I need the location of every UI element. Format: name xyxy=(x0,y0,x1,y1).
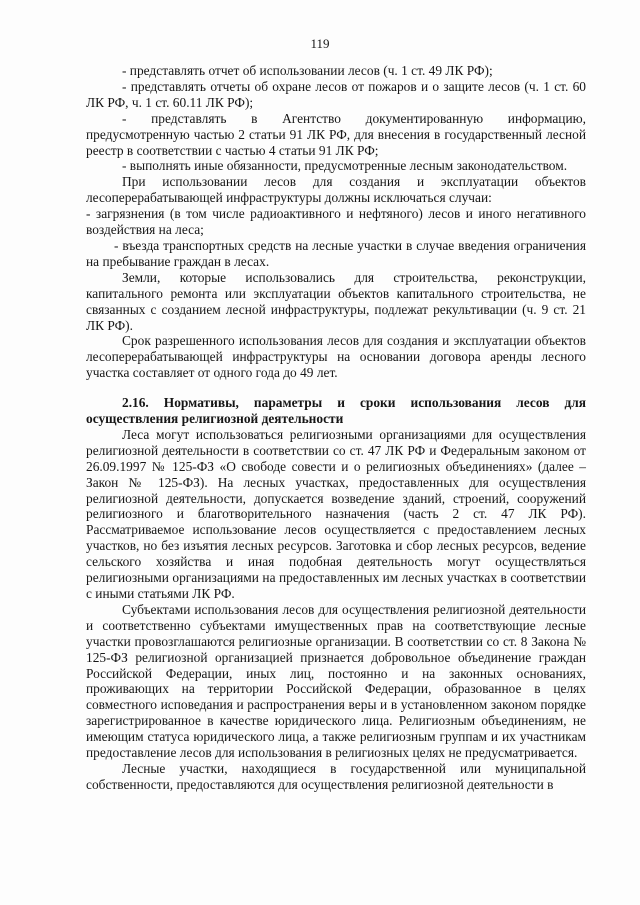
paragraph-exclusions: При использовании лесов для создания и эксплуатации объектов лесоперерабатывающей инфраструктуры должны исключаться случаи: xyxy=(86,174,586,206)
document-body xyxy=(86,63,586,793)
paragraph-land-plots: Лесные участки, находящиеся в государственной или муниципальной собственности, предоставляются для осуществления религиозной деятельности в xyxy=(86,760,586,792)
section-heading: 2.16. Нормативы, параметры и сроки использования лесов для осуществления религиозной деятельности xyxy=(86,395,586,427)
paragraph-subjects: Субъектами использования лесов для осуществления религиозной деятельности и соответственно субъектами имущественных прав на соответствующие лесные участки провозглашаются религиозные организации. В соответствии со ст. 8 Закона № 125-ФЗ религиозной организацией признается добровольное объединение граждан Российской Федерации, иных лиц, постоянно и на законных основаниях, проживающих на территории Российской Федерации, образованное в целях совместного исповедания и распространения веры и в установленном законом порядке зарегистрированное в качестве юридического лица. Религиозным объединениям, не имеющим статуса юридического лица, а также религиозным группам и их участникам предоставление лесов для использования в религиозных целях не предусматривается. xyxy=(86,601,586,761)
list-item-vehicles: - въезда транспортных средств на лесные участки в случае введения ограничения на пребывание граждан в лесах. xyxy=(86,237,586,269)
list-item-report-use: - представлять отчет об использовании лесов (ч. 1 ст. 49 ЛК РФ); xyxy=(122,63,493,78)
list-item-pollution: - загрязнения (в том числе радиоактивного и нефтяного) лесов и иного негативного воздействия на леса; xyxy=(86,206,586,238)
paragraph-term: Срок разрешенного использования лесов для создания и эксплуатации объектов лесоперерабатывающей инфраструктуры на основании договора аренды лесного участка составляет от одного года до 49 лет. xyxy=(86,333,586,381)
list-item-submit-info: - представлять в Агентство документированную информацию, предусмотренную частью 2 статьи 91 ЛК РФ, для внесения в государственный лесной реестр в соответствии с частью 4 статьи 91 ЛК РФ; xyxy=(86,110,586,158)
paragraph-religious-use: Леса могут использоваться религиозными организациями для осуществления религиозной деятельности в соответствии со ст. 47 ЛК РФ и Федеральным законом от 26.09.1997 № 125-ФЗ «О свободе совести и о религиозных объединениях» (далее – Закон № 125-ФЗ). На лесных участках, предоставленных для осуществления религиозной деятельности, допускается возведение зданий, строений, сооружений религиозного и благотворительного назначения (часть 2 ст. 47 ЛК РФ). Рассматриваемое использование лесов осуществляется с предоставлением лесных участков, но без изъятия лесных ресурсов. Заготовка и сбор лесных ресурсов, ведение сельского хозяйства и иная подобная деятельность могут осуществляться религиозными организациями на предоставленных им лесных участках в соответствии с иными статьями ЛК РФ. xyxy=(86,426,586,601)
list-item-report-protection: - представлять отчеты об охране лесов от пожаров и о защите лесов (ч. 1 ст. 60 ЛК РФ, ч. 1 ст. 60.11 ЛК РФ); xyxy=(86,78,586,110)
paragraph-recultivation: Земли, которые использовались для строительства, реконструкции, капитального ремонта или эксплуатации объектов капитального строительства, не связанных с созданием лесной инфраструктуры, подлежат рекультивации (ч. 9 ст. 21 ЛК РФ). xyxy=(86,269,586,333)
page-number: 119 xyxy=(310,36,330,51)
list-item-other-duties: - выполнять иные обязанности, предусмотренные лесным законодательством. xyxy=(122,158,568,174)
